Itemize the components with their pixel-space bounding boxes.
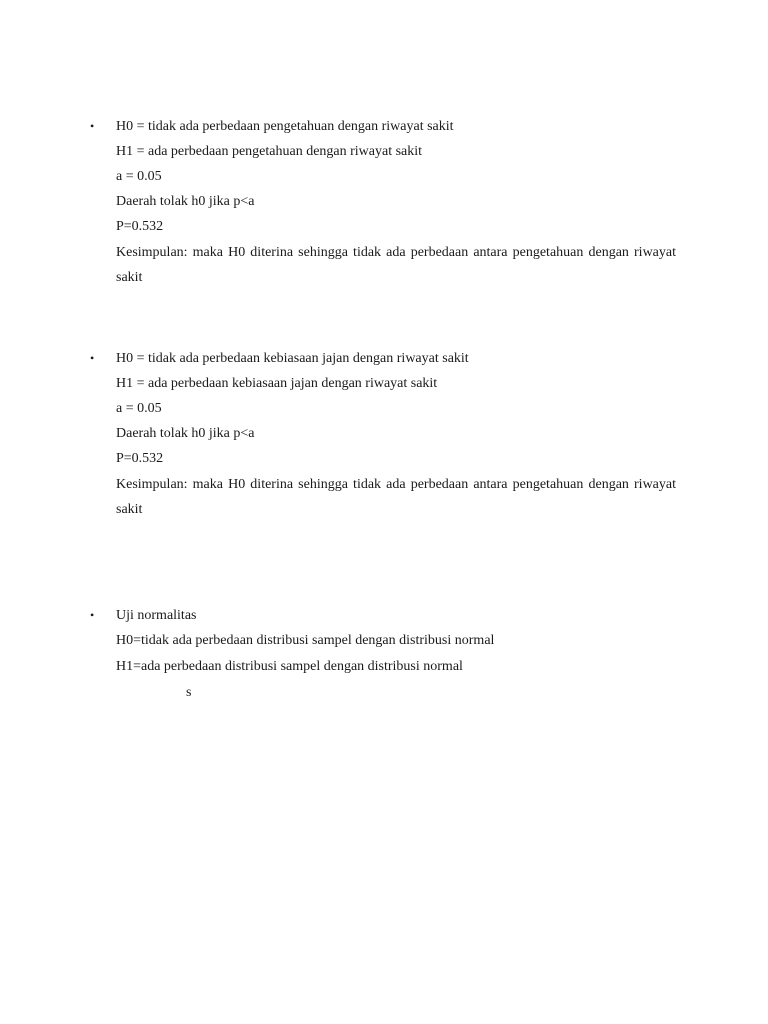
trailing-character: s: [186, 685, 192, 700]
bullet-marker: •: [90, 608, 95, 622]
section-heading: Uji normalitas: [116, 608, 197, 623]
hypothesis-h0: H0 = tidak ada perbedaan pengetahuan dengan riwayat sakit: [116, 119, 454, 134]
p-value: P=0.532: [116, 219, 164, 234]
hypothesis-h1: H1 = ada perbedaan pengetahuan dengan riwayat sakit: [116, 144, 423, 159]
alpha-value: a = 0.05: [116, 401, 162, 416]
p-value: P=0.532: [116, 451, 164, 466]
conclusion-text: Kesimpulan: maka H0 diterina sehingga tidak ada perbedaan antara pengetahuan dengan riwayat sakit: [116, 245, 676, 285]
hypothesis-h0: H0 = tidak ada perbedaan kebiasaan jajan dengan riwayat sakit: [116, 351, 469, 366]
alpha-value: a = 0.05: [116, 169, 162, 184]
hypothesis-h1: H1=ada perbedaan distribusi sampel dengan distribusi normal: [116, 659, 463, 674]
rejection-region: Daerah tolak h0 jika p<a: [116, 426, 255, 441]
bullet-marker: •: [90, 351, 95, 365]
hypothesis-h0: H0=tidak ada perbedaan distribusi sampel dengan distribusi normal: [116, 633, 495, 648]
conclusion-text: Kesimpulan: maka H0 diterina sehingga tidak ada perbedaan antara pengetahuan dengan riwayat sakit: [116, 477, 676, 517]
hypothesis-h1: H1 = ada perbedaan kebiasaan jajan dengan riwayat sakit: [116, 376, 438, 391]
bullet-marker: •: [90, 119, 95, 133]
rejection-region: Daerah tolak h0 jika p<a: [116, 194, 255, 209]
